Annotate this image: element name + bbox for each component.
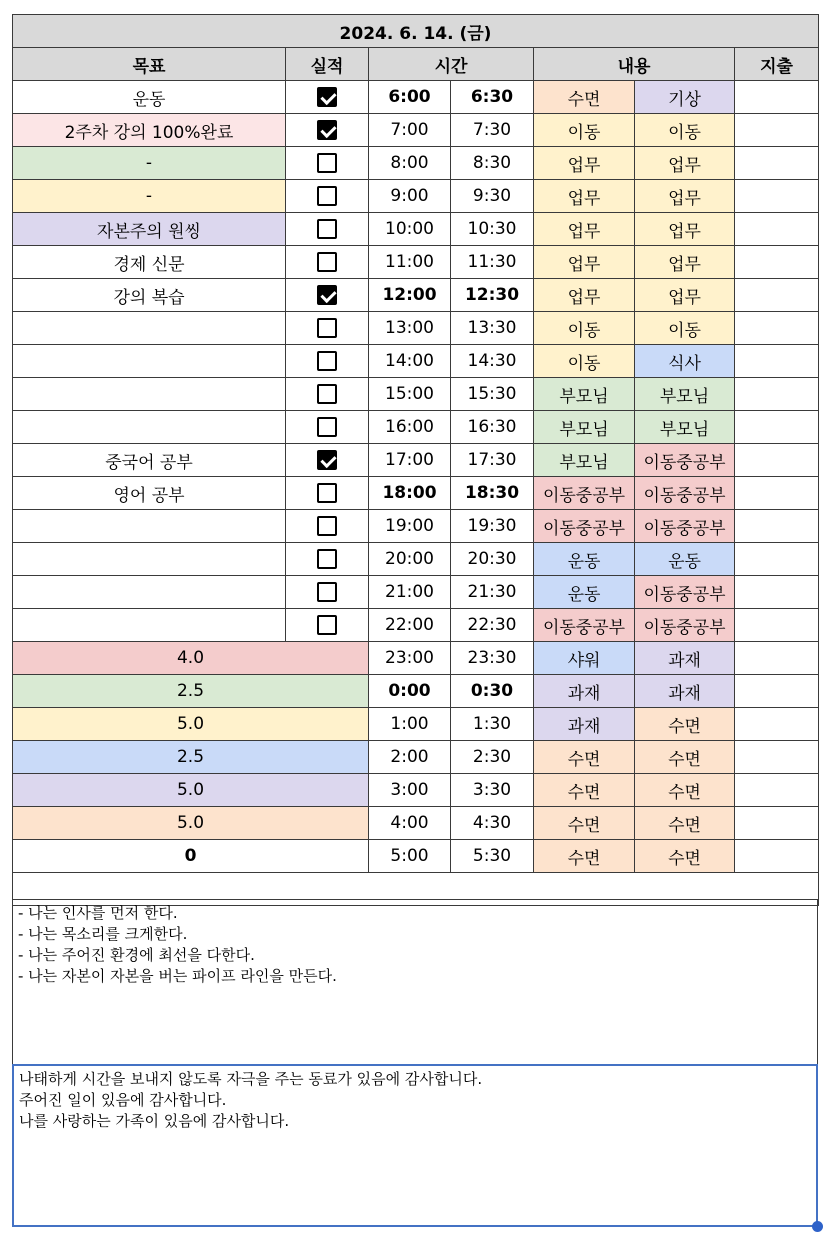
checked-checkbox[interactable]	[317, 285, 337, 305]
score-cell[interactable]: 5.0	[13, 807, 369, 840]
unchecked-checkbox[interactable]	[317, 219, 337, 239]
time-half-cell[interactable]: 11:30	[451, 246, 534, 279]
time-half-cell[interactable]: 0:30	[451, 675, 534, 708]
note-line: - 나는 인사를 먼저 한다.	[18, 904, 178, 922]
date-title[interactable]: 2024. 6. 14. (금)	[13, 15, 819, 48]
expense-cell[interactable]	[735, 510, 819, 543]
time-half-cell[interactable]: 3:30	[451, 774, 534, 807]
time-half-cell[interactable]: 15:30	[451, 378, 534, 411]
content-cell[interactable]: 수면	[635, 741, 735, 774]
note-line: - 나는 주어진 환경에 최선을 다한다.	[18, 946, 255, 964]
time-start-cell[interactable]: 9:00	[369, 180, 451, 213]
unchecked-checkbox[interactable]	[317, 582, 337, 602]
goal-cell[interactable]	[13, 378, 286, 411]
expense-cell[interactable]	[735, 642, 819, 675]
expense-cell[interactable]	[735, 279, 819, 312]
content-cell[interactable]: 과재	[635, 642, 735, 675]
summary-row	[13, 840, 819, 873]
unchecked-checkbox[interactable]	[317, 186, 337, 206]
content-cell[interactable]: 수면	[534, 774, 635, 807]
content-cell[interactable]: 이동	[534, 345, 635, 378]
content-cell[interactable]: 부모님	[635, 378, 735, 411]
time-half-cell[interactable]: 2:30	[451, 741, 534, 774]
score-cell[interactable]: 5.0	[13, 774, 369, 807]
time-half-cell[interactable]: 5:30	[451, 840, 534, 873]
content-cell[interactable]: 부모님	[534, 411, 635, 444]
time-start-cell[interactable]: 3:00	[369, 774, 451, 807]
summary-row	[13, 741, 819, 774]
time-half-cell[interactable]: 21:30	[451, 576, 534, 609]
time-start-cell[interactable]: 4:00	[369, 807, 451, 840]
time-start-cell[interactable]: 7:00	[369, 114, 451, 147]
expense-cell[interactable]	[735, 114, 819, 147]
expense-cell[interactable]	[735, 576, 819, 609]
unchecked-checkbox[interactable]	[317, 153, 337, 173]
schedule-row	[13, 345, 819, 378]
unchecked-checkbox[interactable]	[317, 384, 337, 404]
unchecked-checkbox[interactable]	[317, 252, 337, 272]
content-cell[interactable]: 부모님	[534, 444, 635, 477]
content-cell[interactable]: 수면	[635, 708, 735, 741]
schedule-row	[13, 180, 819, 213]
header-done[interactable]: 실적	[286, 48, 369, 81]
time-start-cell[interactable]: 6:00	[369, 81, 451, 114]
time-half-cell[interactable]: 8:30	[451, 147, 534, 180]
done-cell[interactable]	[286, 246, 369, 279]
time-start-cell[interactable]: 23:00	[369, 642, 451, 675]
expense-cell[interactable]	[735, 411, 819, 444]
goal-cell[interactable]: 중국어 공부	[13, 444, 286, 477]
schedule-row	[13, 477, 819, 510]
expense-cell[interactable]	[735, 345, 819, 378]
goal-cell[interactable]	[13, 312, 286, 345]
time-half-cell[interactable]: 19:30	[451, 510, 534, 543]
content-cell[interactable]: 과재	[534, 675, 635, 708]
note-line: - 나는 자본이 자본을 버는 파이프 라인을 만든다.	[18, 967, 337, 985]
note-line: 나를 사랑하는 가족이 있음에 감사합니다.	[19, 1112, 290, 1130]
expense-cell[interactable]	[735, 444, 819, 477]
content-cell[interactable]: 수면	[534, 741, 635, 774]
time-start-cell[interactable]: 17:00	[369, 444, 451, 477]
expense-cell[interactable]	[735, 246, 819, 279]
unchecked-checkbox[interactable]	[317, 516, 337, 536]
content-cell[interactable]: 업무	[534, 246, 635, 279]
content-cell[interactable]: 업무	[635, 279, 735, 312]
goal-cell[interactable]: 자본주의 원씽	[13, 213, 286, 246]
done-cell[interactable]	[286, 345, 369, 378]
content-cell[interactable]: 업무	[635, 246, 735, 279]
time-start-cell[interactable]: 18:00	[369, 477, 451, 510]
time-half-cell[interactable]: 23:30	[451, 642, 534, 675]
gratitude-notes[interactable]	[12, 1064, 818, 1227]
goal-cell[interactable]	[13, 345, 286, 378]
done-cell[interactable]	[286, 576, 369, 609]
expense-cell[interactable]	[735, 741, 819, 774]
time-start-cell[interactable]: 2:00	[369, 741, 451, 774]
time-start-cell[interactable]: 21:00	[369, 576, 451, 609]
done-cell[interactable]	[286, 180, 369, 213]
note-line: 주어진 일이 있음에 감사합니다.	[19, 1091, 227, 1109]
time-start-cell[interactable]: 0:00	[369, 675, 451, 708]
time-half-cell[interactable]: 13:30	[451, 312, 534, 345]
content-cell[interactable]: 기상	[635, 81, 735, 114]
content-cell[interactable]: 수면	[635, 807, 735, 840]
expense-cell[interactable]	[735, 147, 819, 180]
content-cell[interactable]: 이동	[635, 312, 735, 345]
goal-cell[interactable]	[13, 510, 286, 543]
header-expense[interactable]: 지출	[735, 48, 819, 81]
done-cell[interactable]	[286, 81, 369, 114]
done-cell[interactable]	[286, 147, 369, 180]
header-goal[interactable]: 목표	[13, 48, 286, 81]
schedule-row	[13, 510, 819, 543]
done-cell[interactable]	[286, 114, 369, 147]
schedule-row	[13, 213, 819, 246]
unchecked-checkbox[interactable]	[317, 318, 337, 338]
goal-cell[interactable]	[13, 411, 286, 444]
done-cell[interactable]	[286, 477, 369, 510]
content-cell[interactable]: 업무	[534, 147, 635, 180]
time-half-cell[interactable]: 1:30	[451, 708, 534, 741]
done-cell[interactable]	[286, 213, 369, 246]
time-start-cell[interactable]: 15:00	[369, 378, 451, 411]
done-cell[interactable]	[286, 378, 369, 411]
done-cell[interactable]	[286, 279, 369, 312]
schedule-row	[13, 609, 819, 642]
content-cell[interactable]: 부모님	[635, 411, 735, 444]
header-content[interactable]: 내용	[534, 48, 735, 81]
content-cell[interactable]: 이동중공부	[635, 609, 735, 642]
score-cell[interactable]: 5.0	[13, 708, 369, 741]
summary-row	[13, 708, 819, 741]
schedule-row	[13, 147, 819, 180]
resize-handle[interactable]	[812, 1221, 823, 1232]
unchecked-checkbox[interactable]	[317, 351, 337, 371]
done-cell[interactable]	[286, 510, 369, 543]
content-cell[interactable]: 운동	[534, 576, 635, 609]
time-start-cell[interactable]: 1:00	[369, 708, 451, 741]
checked-checkbox[interactable]	[317, 120, 337, 140]
schedule-row	[13, 411, 819, 444]
time-start-cell[interactable]: 19:00	[369, 510, 451, 543]
content-cell[interactable]: 이동	[635, 114, 735, 147]
schedule-row	[13, 378, 819, 411]
time-half-cell[interactable]: 6:30	[451, 81, 534, 114]
content-cell[interactable]: 이동중공부	[635, 576, 735, 609]
time-half-cell[interactable]: 7:30	[451, 114, 534, 147]
content-cell[interactable]: 과재	[534, 708, 635, 741]
time-start-cell[interactable]: 10:00	[369, 213, 451, 246]
content-cell[interactable]: 업무	[534, 180, 635, 213]
time-start-cell[interactable]: 8:00	[369, 147, 451, 180]
unchecked-checkbox[interactable]	[317, 483, 337, 503]
expense-cell[interactable]	[735, 543, 819, 576]
expense-cell[interactable]	[735, 477, 819, 510]
time-half-cell[interactable]: 12:30	[451, 279, 534, 312]
expense-cell[interactable]	[735, 774, 819, 807]
schedule-row	[13, 576, 819, 609]
expense-cell[interactable]	[735, 312, 819, 345]
content-cell[interactable]: 식사	[635, 345, 735, 378]
content-cell[interactable]: 이동	[534, 114, 635, 147]
content-cell[interactable]: 수면	[635, 774, 735, 807]
schedule-row	[13, 81, 819, 114]
schedule-row	[13, 444, 819, 477]
score-cell[interactable]: 0	[13, 840, 369, 873]
summary-row	[13, 642, 819, 675]
score-cell[interactable]: 2.5	[13, 675, 369, 708]
expense-cell[interactable]	[735, 609, 819, 642]
content-cell[interactable]: 수면	[635, 840, 735, 873]
unchecked-checkbox[interactable]	[317, 549, 337, 569]
content-cell[interactable]: 이동중공부	[534, 609, 635, 642]
unchecked-checkbox[interactable]	[317, 615, 337, 635]
checked-checkbox[interactable]	[317, 87, 337, 107]
expense-cell[interactable]	[735, 807, 819, 840]
planner-table	[12, 14, 819, 906]
goal-cell[interactable]: 운동	[13, 81, 286, 114]
content-cell[interactable]: 운동	[534, 543, 635, 576]
content-cell[interactable]: 업무	[534, 279, 635, 312]
done-cell[interactable]	[286, 444, 369, 477]
daily-planner-sheet	[12, 14, 818, 906]
content-cell[interactable]: 운동	[635, 543, 735, 576]
note-line: - 나는 목소리를 크게한다.	[18, 925, 188, 943]
goal-cell[interactable]: -	[13, 180, 286, 213]
expense-cell[interactable]	[735, 213, 819, 246]
time-half-cell[interactable]: 16:30	[451, 411, 534, 444]
content-cell[interactable]: 샤워	[534, 642, 635, 675]
content-cell[interactable]: 업무	[635, 147, 735, 180]
note-line: 나태하게 시간을 보내지 않도록 자극을 주는 동료가 있음에 감사합니다.	[19, 1070, 483, 1088]
content-cell[interactable]: 수면	[534, 807, 635, 840]
done-cell[interactable]	[286, 312, 369, 345]
schedule-row	[13, 312, 819, 345]
summary-row	[13, 807, 819, 840]
time-half-cell[interactable]: 20:30	[451, 543, 534, 576]
summary-row	[13, 774, 819, 807]
schedule-row	[13, 114, 819, 147]
unchecked-checkbox[interactable]	[317, 417, 337, 437]
content-cell[interactable]: 이동중공부	[635, 444, 735, 477]
time-half-cell[interactable]: 9:30	[451, 180, 534, 213]
content-cell[interactable]: 이동중공부	[534, 477, 635, 510]
content-cell[interactable]: 수면	[534, 81, 635, 114]
time-half-cell[interactable]: 22:30	[451, 609, 534, 642]
schedule-row	[13, 279, 819, 312]
goal-cell[interactable]: 경제 신문	[13, 246, 286, 279]
expense-cell[interactable]	[735, 180, 819, 213]
schedule-row	[13, 543, 819, 576]
expense-cell[interactable]	[735, 708, 819, 741]
done-cell[interactable]	[286, 543, 369, 576]
done-cell[interactable]	[286, 411, 369, 444]
time-half-cell[interactable]: 18:30	[451, 477, 534, 510]
goal-cell[interactable]: -	[13, 147, 286, 180]
time-start-cell[interactable]: 13:00	[369, 312, 451, 345]
content-cell[interactable]: 과재	[635, 675, 735, 708]
time-start-cell[interactable]: 12:00	[369, 279, 451, 312]
affirmation-notes[interactable]	[12, 899, 818, 1064]
expense-cell[interactable]	[735, 81, 819, 114]
done-cell[interactable]	[286, 609, 369, 642]
goal-cell[interactable]	[13, 543, 286, 576]
expense-cell[interactable]	[735, 840, 819, 873]
goal-cell[interactable]: 영어 공부	[13, 477, 286, 510]
content-cell[interactable]: 업무	[635, 180, 735, 213]
time-start-cell[interactable]: 14:00	[369, 345, 451, 378]
time-start-cell[interactable]: 22:00	[369, 609, 451, 642]
content-cell[interactable]: 부모님	[534, 378, 635, 411]
expense-cell[interactable]	[735, 675, 819, 708]
content-cell[interactable]: 업무	[534, 213, 635, 246]
time-start-cell[interactable]: 16:00	[369, 411, 451, 444]
content-cell[interactable]: 이동중공부	[635, 477, 735, 510]
content-cell[interactable]: 수면	[534, 840, 635, 873]
checked-checkbox[interactable]	[317, 450, 337, 470]
time-start-cell[interactable]: 5:00	[369, 840, 451, 873]
content-cell[interactable]: 이동중공부	[635, 510, 735, 543]
goal-cell[interactable]	[13, 576, 286, 609]
expense-cell[interactable]	[735, 378, 819, 411]
time-start-cell[interactable]: 20:00	[369, 543, 451, 576]
header-time[interactable]: 시간	[369, 48, 534, 81]
time-half-cell[interactable]: 14:30	[451, 345, 534, 378]
schedule-row	[13, 246, 819, 279]
goal-cell[interactable]: 강의 복습	[13, 279, 286, 312]
goal-cell[interactable]: 2주차 강의 100%완료	[13, 114, 286, 147]
content-cell[interactable]: 이동중공부	[534, 510, 635, 543]
summary-row	[13, 675, 819, 708]
score-cell[interactable]: 2.5	[13, 741, 369, 774]
time-half-cell[interactable]: 10:30	[451, 213, 534, 246]
time-half-cell[interactable]: 17:30	[451, 444, 534, 477]
goal-cell[interactable]	[13, 609, 286, 642]
content-cell[interactable]: 이동	[534, 312, 635, 345]
content-cell[interactable]: 업무	[635, 213, 735, 246]
time-start-cell[interactable]: 11:00	[369, 246, 451, 279]
score-cell[interactable]: 4.0	[13, 642, 369, 675]
time-half-cell[interactable]: 4:30	[451, 807, 534, 840]
